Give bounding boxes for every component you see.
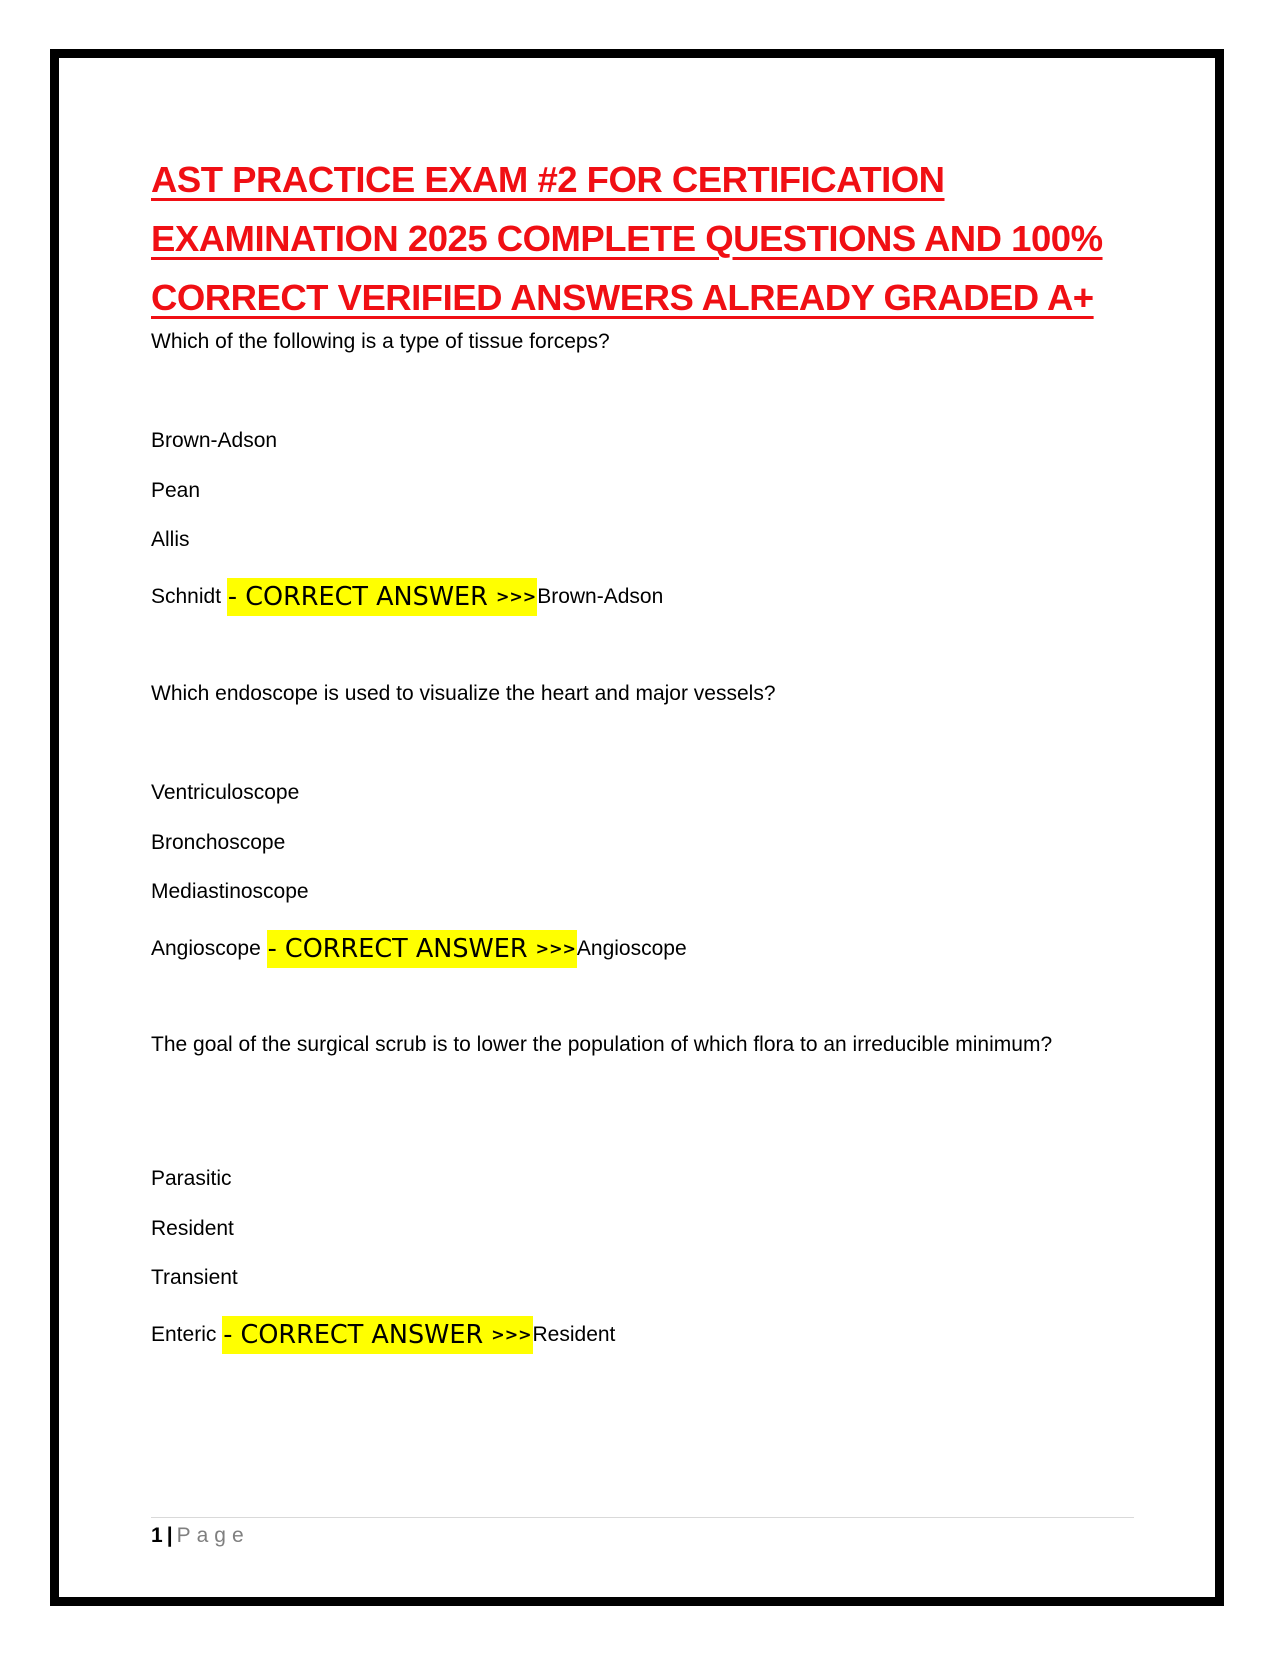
question-block-3 bbox=[151, 1027, 1131, 1350]
answer-arrows: >>> bbox=[535, 939, 576, 958]
correct-answer-highlight bbox=[222, 1316, 532, 1354]
answer-line bbox=[151, 578, 663, 616]
question-text: The goal of the surgical scrub is to lower the population of which flora to an irreducible minimum? bbox=[151, 1033, 1053, 1056]
title-line-3: CORRECT VERIFIED ANSWERS ALREADY GRADED A+ bbox=[151, 277, 1094, 318]
option-item: Transient bbox=[151, 1266, 238, 1289]
title-line-1: AST PRACTICE EXAM #2 FOR CERTIFICATION bbox=[151, 159, 945, 200]
option-item: Allis bbox=[151, 528, 190, 551]
correct-answer-value: Brown-Adson bbox=[537, 585, 664, 608]
correct-answer-label: - CORRECT ANSWER bbox=[267, 934, 528, 964]
option-item: Enteric bbox=[151, 1323, 217, 1346]
correct-answer-value: Resident bbox=[532, 1323, 616, 1346]
option-item: Brown-Adson bbox=[151, 429, 278, 452]
question-block-1 bbox=[151, 324, 1131, 612]
correct-answer-value: Angioscope bbox=[576, 937, 687, 960]
title-line-2: EXAMINATION 2025 COMPLETE QUESTIONS AND 100% bbox=[151, 218, 1103, 259]
document-title bbox=[151, 150, 1131, 327]
option-item: Resident bbox=[151, 1217, 234, 1240]
correct-answer-highlight bbox=[267, 930, 577, 968]
option-item: Pean bbox=[151, 479, 201, 502]
option-item: Schnidt bbox=[151, 585, 222, 608]
footer-separator: | bbox=[166, 1524, 173, 1547]
correct-answer-highlight bbox=[227, 578, 537, 616]
page-footer bbox=[151, 1521, 250, 1551]
answer-line bbox=[151, 1316, 615, 1354]
option-item: Ventriculoscope bbox=[151, 781, 300, 804]
page-number: 1 bbox=[151, 1524, 163, 1547]
correct-answer-label: - CORRECT ANSWER bbox=[227, 582, 488, 612]
answer-arrows: >>> bbox=[495, 587, 537, 606]
option-item: Parasitic bbox=[151, 1167, 232, 1190]
question-block-2 bbox=[151, 676, 1131, 964]
option-item: Mediastinoscope bbox=[151, 880, 309, 903]
question-text: Which endoscope is used to visualize the heart and major vessels? bbox=[151, 682, 776, 705]
answer-line bbox=[151, 930, 687, 968]
question-text: Which of the following is a type of tissue forceps? bbox=[151, 330, 610, 353]
document-body bbox=[151, 150, 1131, 1350]
answer-arrows: >>> bbox=[491, 1325, 532, 1344]
correct-answer-label: - CORRECT ANSWER bbox=[223, 1320, 484, 1350]
footer-rule bbox=[151, 1517, 1134, 1518]
option-item: Bronchoscope bbox=[151, 831, 286, 854]
page-label: Page bbox=[176, 1524, 250, 1547]
option-item: Angioscope bbox=[151, 937, 261, 960]
